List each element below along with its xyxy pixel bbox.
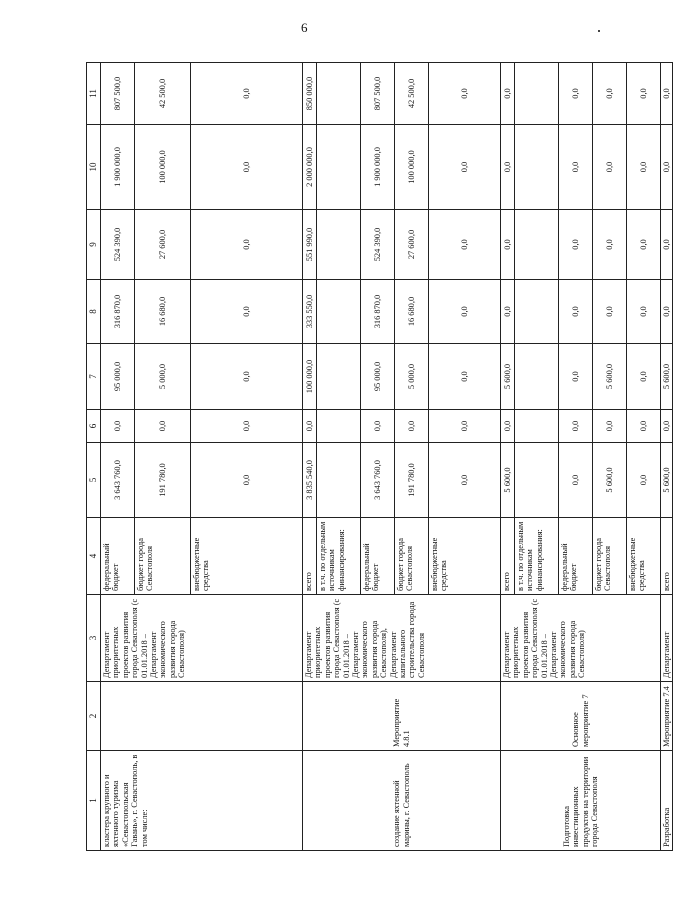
funding-source: внебюджетные средства [191,518,303,595]
executor-dept: Департамент приоритетных проектов развития города Севастополя (с 01.01.2018 – Департамент экономического развития города Севастополя) [501,595,661,682]
amount-cell: 0,0 [429,443,501,518]
header-cell: 5 [87,443,101,518]
page-number: 6 [301,20,308,35]
amount-cell: 27 600,0 [395,210,429,280]
amount-cell: 0,0 [627,410,661,443]
amount-cell: 100 000,0 [303,344,317,410]
amount-cell: 0,0 [191,280,303,344]
amount-cell: 0,0 [559,210,593,280]
amount-cell [317,125,361,210]
amount-cell: 27 600,0 [135,210,191,280]
amount-cell: 0,0 [501,410,515,443]
amount-cell: 3 835 540,0 [303,443,317,518]
amount-cell: 0,0 [627,443,661,518]
amount-cell: 0,0 [191,410,303,443]
amount-cell: 42 500,0 [135,63,191,125]
amount-cell: 0,0 [627,344,661,410]
amount-cell: 0,0 [627,63,661,125]
amount-cell: 0,0 [191,443,303,518]
amount-cell [515,210,559,280]
amount-cell: 5 600,0 [593,344,627,410]
funding-source: всего [661,518,673,595]
funding-source: бюджет города Севастополя [135,518,191,595]
measure-name: создание яхтенной марины, г. Севастополь [303,751,501,851]
measure-code: Основное мероприятие 7 [501,682,661,751]
amount-cell: 0,0 [191,63,303,125]
amount-cell: 95 000,0 [361,344,395,410]
header-cell: 1 [87,751,101,851]
amount-cell: 3 643 760,0 [101,443,135,518]
amount-cell: 0,0 [429,410,501,443]
amount-cell: 1 900 000,0 [361,125,395,210]
measure-code: Мероприятие 7.4 [661,682,673,751]
amount-cell: 5 000,0 [395,344,429,410]
amount-cell: 0,0 [559,443,593,518]
header-cell: 2 [87,682,101,751]
amount-cell: 95 000,0 [101,344,135,410]
amount-cell: 316 870,0 [101,280,135,344]
table-row [101,63,135,851]
amount-cell [317,443,361,518]
header-cell: 3 [87,595,101,682]
amount-cell: 0,0 [501,125,515,210]
header-row [87,63,101,851]
measure-code [101,682,303,751]
amount-cell: 524 390,0 [361,210,395,280]
funding-source: федеральный бюджет [361,518,395,595]
executor-dept: Департамент приоритетных проектов развития города Севастополя (с 01.01.2018 – Департамент экономического развития города Севастополя), Департамент капитального строительства города Севастополя [303,595,501,682]
amount-cell: 850 000,0 [303,63,317,125]
amount-cell: 5 600,0 [501,344,515,410]
amount-cell: 5 600,0 [661,443,673,518]
funding-source: бюджет города Севастополя [395,518,429,595]
amount-cell: 0,0 [627,280,661,344]
amount-cell: 16 680,0 [135,280,191,344]
amount-cell: 0,0 [191,344,303,410]
amount-cell [515,280,559,344]
header-cell: 11 [87,63,101,125]
funding-source: федеральный бюджет [559,518,593,595]
amount-cell: 0,0 [593,280,627,344]
amount-cell: 0,0 [593,210,627,280]
amount-cell: 0,0 [429,63,501,125]
funding-source: внебюджетные средства [627,518,661,595]
amount-cell: 0,0 [627,210,661,280]
measure-name: Подготовка инвестиционных продуктов на территории города Севастополя [501,751,661,851]
amount-cell: 42 500,0 [395,63,429,125]
amount-cell [317,63,361,125]
amount-cell: 807 500,0 [361,63,395,125]
amount-cell: 5 000,0 [135,344,191,410]
executor-dept: Департамент [661,595,673,682]
amount-cell [317,410,361,443]
amount-cell [515,410,559,443]
amount-cell: 0,0 [559,125,593,210]
amount-cell: 0,0 [191,210,303,280]
amount-cell: 524 390,0 [101,210,135,280]
table-row [661,63,673,851]
amount-cell: 191 780,0 [135,443,191,518]
funding-source: федеральный бюджет [101,518,135,595]
amount-cell: 1 900 000,0 [101,125,135,210]
amount-cell: 0,0 [429,280,501,344]
funding-source: в т.ч. по отдельным источникам финансирования: [317,518,361,595]
amount-cell: 0,0 [429,125,501,210]
measure-name: кластера крупного и яхтенного туризма «Севастопольская Гавань», г. Севастополь, в том числе: [101,751,303,851]
amount-cell: 0,0 [661,410,673,443]
amount-cell: 5 600,0 [501,443,515,518]
funding-source: бюджет города Севастополя [593,518,627,595]
amount-cell: 333 550,0 [303,280,317,344]
amount-cell: 0,0 [501,63,515,125]
amount-cell: 0,0 [429,344,501,410]
amount-cell [317,280,361,344]
amount-cell: 0,0 [661,125,673,210]
measure-name: Разработка [661,751,673,851]
budget-table [86,62,673,851]
table-row [303,63,317,851]
header-cell: 7 [87,344,101,410]
header-cell: 10 [87,125,101,210]
amount-cell: 0,0 [559,280,593,344]
amount-cell: 100 000,0 [135,125,191,210]
amount-cell: 191 780,0 [395,443,429,518]
amount-cell: 3 643 760,0 [361,443,395,518]
amount-cell: 316 870,0 [361,280,395,344]
amount-cell [515,443,559,518]
header-cell: 6 [87,410,101,443]
amount-cell: 0,0 [559,63,593,125]
amount-cell: 0,0 [627,125,661,210]
amount-cell: 0,0 [559,410,593,443]
table-row [501,63,515,851]
amount-cell [515,63,559,125]
funding-source: внебюджетные средства [429,518,501,595]
executor-dept: Департамент приоритетных проектов развития города Севастополя (с 01.01.2018 – Департамент экономического развития города Севастополя) [101,595,303,682]
scan-speck [598,30,600,32]
amount-cell: 551 990,0 [303,210,317,280]
amount-cell: 807 500,0 [101,63,135,125]
funding-source: в т.ч. по отдельным источникам финансирования: [515,518,559,595]
table-body [87,63,673,851]
amount-cell [515,125,559,210]
amount-cell: 5 600,0 [593,443,627,518]
measure-code: Мероприятие 4.8.1 [303,682,501,751]
amount-cell: 0,0 [593,410,627,443]
funding-source: всего [303,518,317,595]
amount-cell: 0,0 [661,210,673,280]
rotated-page [86,63,671,851]
amount-cell: 0,0 [501,210,515,280]
amount-cell: 0,0 [303,410,317,443]
header-cell: 8 [87,280,101,344]
amount-cell: 0,0 [661,63,673,125]
amount-cell: 0,0 [661,280,673,344]
amount-cell: 0,0 [101,410,135,443]
amount-cell [515,344,559,410]
amount-cell: 100 000,0 [395,125,429,210]
amount-cell: 0,0 [429,210,501,280]
amount-cell: 0,0 [135,410,191,443]
amount-cell: 0,0 [361,410,395,443]
funding-source: всего [501,518,515,595]
header-cell: 9 [87,210,101,280]
amount-cell: 2 000 000,0 [303,125,317,210]
amount-cell: 0,0 [593,63,627,125]
amount-cell: 0,0 [501,280,515,344]
amount-cell [317,210,361,280]
amount-cell: 0,0 [559,344,593,410]
amount-cell: 0,0 [191,125,303,210]
amount-cell: 5 600,0 [661,344,673,410]
amount-cell: 16 680,0 [395,280,429,344]
amount-cell: 0,0 [593,125,627,210]
amount-cell [317,344,361,410]
header-cell: 4 [87,518,101,595]
amount-cell: 0,0 [395,410,429,443]
